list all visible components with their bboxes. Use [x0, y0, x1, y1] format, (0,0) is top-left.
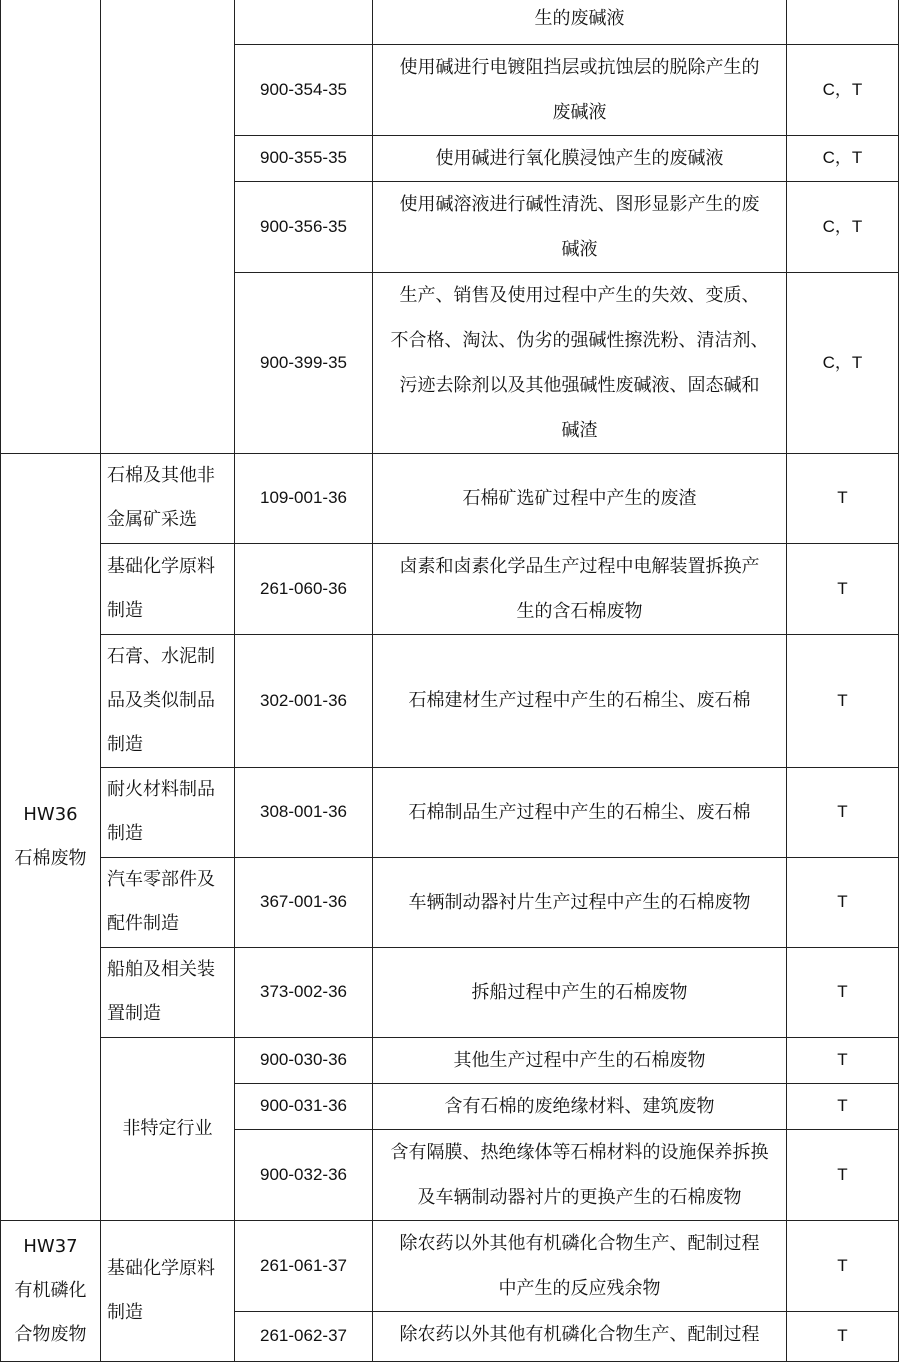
waste-description: 使用碱进行氧化膜浸蚀产生的废碱液 — [373, 135, 787, 181]
industry-name: 基础化学原料 制造 — [101, 543, 235, 634]
waste-description: 石棉矿选矿过程中产生的废渣 — [373, 453, 787, 543]
waste-code: 261-062-37 — [235, 1311, 373, 1361]
waste-description: 除农药以外其他有机磷化合物生产、配制过程 — [373, 1311, 787, 1361]
waste-code: 302-001-36 — [235, 634, 373, 767]
table-row — [1, 947, 899, 1037]
table-row — [1, 453, 899, 543]
table-row — [1, 0, 899, 44]
waste-description: 含有石棉的废绝缘材料、建筑废物 — [373, 1083, 787, 1129]
industry-name: 非特定行业 — [101, 1037, 235, 1220]
hazard-characteristic: C，T — [787, 135, 899, 181]
hazard-characteristic: T — [787, 1311, 899, 1361]
waste-code: 373-002-36 — [235, 947, 373, 1037]
industry-name: 船舶及相关装 置制造 — [101, 947, 235, 1037]
industry-name: 石膏、水泥制 品及类似制品 制造 — [101, 634, 235, 767]
waste-code: 900-355-35 — [235, 135, 373, 181]
waste-description: 生产、销售及使用过程中产生的失效、变质、 不合格、淘汰、伪劣的强碱性擦洗粉、清洁剂、 污迹去除剂以及其他强碱性废碱液、固态碱和 碱渣 — [373, 272, 787, 453]
waste-code: 900-356-35 — [235, 181, 373, 272]
hazard-characteristic: T — [787, 1083, 899, 1129]
waste-description: 使用碱溶液进行碱性清洗、图形显影产生的废 碱液 — [373, 181, 787, 272]
waste-code: 261-061-37 — [235, 1220, 373, 1311]
hazard-characteristic: T — [787, 1037, 899, 1083]
waste-code: 261-060-36 — [235, 543, 373, 634]
waste-description: 除农药以外其他有机磷化合物生产、配制过程 中产生的反应残余物 — [373, 1220, 787, 1311]
industry-name: 耐火材料制品 制造 — [101, 767, 235, 857]
industry-name: 基础化学原料 制造 — [101, 1220, 235, 1361]
hazard-characteristic: T — [787, 1220, 899, 1311]
waste-description: 含有隔膜、热绝缘体等石棉材料的设施保养拆换 及车辆制动器衬片的更换产生的石棉废物 — [373, 1129, 787, 1220]
hazard-characteristic: T — [787, 453, 899, 543]
waste-description: 拆船过程中产生的石棉废物 — [373, 947, 787, 1037]
hazard-characteristic — [787, 0, 899, 44]
table-row — [1, 1037, 899, 1083]
waste-description: 其他生产过程中产生的石棉废物 — [373, 1037, 787, 1083]
hazard-characteristic: T — [787, 634, 899, 767]
table-row — [1, 543, 899, 634]
hazard-characteristic: T — [787, 767, 899, 857]
hazard-characteristic: C，T — [787, 181, 899, 272]
waste-code: 900-030-36 — [235, 1037, 373, 1083]
waste-code: 900-399-35 — [235, 272, 373, 453]
waste-code: 109-001-36 — [235, 453, 373, 543]
waste-description: 车辆制动器衬片生产过程中产生的石棉废物 — [373, 857, 787, 947]
waste-code: 900-031-36 — [235, 1083, 373, 1129]
waste-description: 石棉建材生产过程中产生的石棉尘、废石棉 — [373, 634, 787, 767]
category-cell-cont — [1, 0, 101, 453]
waste-code — [235, 0, 373, 44]
industry-name: 石棉及其他非 金属矿采选 — [101, 453, 235, 543]
industry-name: 汽车零部件及 配件制造 — [101, 857, 235, 947]
hazard-characteristic: T — [787, 857, 899, 947]
hazard-characteristic: T — [787, 1129, 899, 1220]
waste-code: 308-001-36 — [235, 767, 373, 857]
table-row — [1, 1220, 899, 1311]
waste-code: 367-001-36 — [235, 857, 373, 947]
waste-description: 石棉制品生产过程中产生的石棉尘、废石棉 — [373, 767, 787, 857]
hazard-characteristic: T — [787, 543, 899, 634]
table-row — [1, 767, 899, 857]
waste-code: 900-354-35 — [235, 44, 373, 135]
waste-description: 卤素和卤素化学品生产过程中电解装置拆换产 生的含石棉废物 — [373, 543, 787, 634]
waste-code: 900-032-36 — [235, 1129, 373, 1220]
industry-cell-cont — [101, 0, 235, 453]
category-hw37: HW37 有机磷化 合物废物 — [1, 1220, 101, 1361]
waste-description: 生的废碱液 — [373, 0, 787, 44]
category-hw36: HW36 石棉废物 — [1, 453, 101, 1220]
hazard-characteristic: T — [787, 947, 899, 1037]
table-row — [1, 634, 899, 767]
waste-description: 使用碱进行电镀阻挡层或抗蚀层的脱除产生的 废碱液 — [373, 44, 787, 135]
hazard-characteristic: C，T — [787, 44, 899, 135]
hazard-characteristic: C，T — [787, 272, 899, 453]
table-row — [1, 857, 899, 947]
